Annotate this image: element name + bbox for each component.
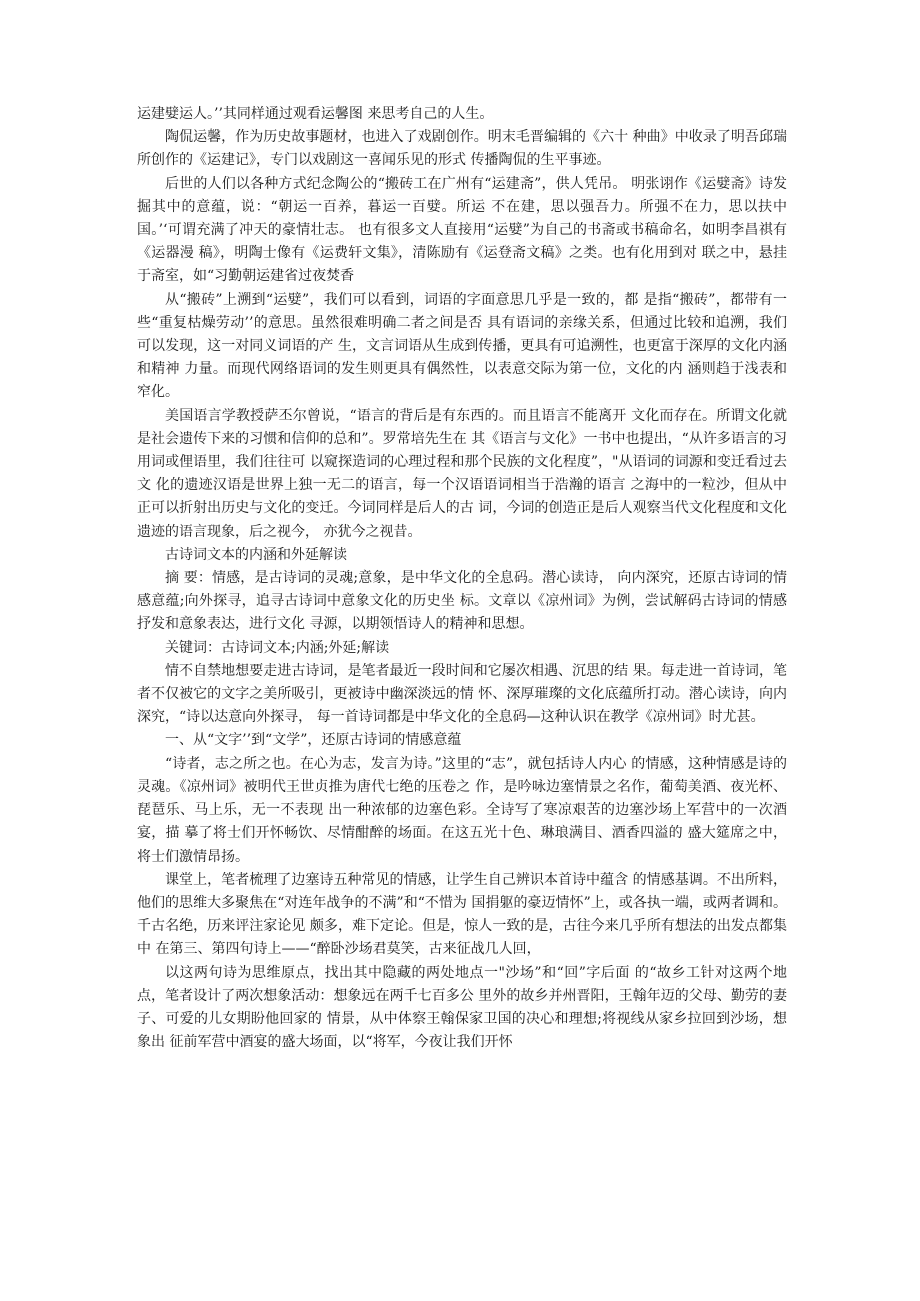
- section-heading-1: 一、从“文字’’到“文学”，还原古诗词的情感意蕴: [165, 732, 462, 749]
- article-title: 古诗词文本的内涵和外延解读: [165, 546, 347, 563]
- paragraph-5: 美国语言学教授萨丕尔曾说，“语言的背后是有东西的。而且语言不能离开 文化而存在。所谓文化就是社会遗传下来的习惯和信仰的总和”。罗常培先生在 其《语言与文化》一书中也提出，“从许多语言的习用词或俚语里，我们往往可 以窥探造词的心理过程和那个民族的文化程度”，"从语词的词源和变迁看过去文 化的遗迹汉语是世界上独一无二的语言，每一个汉语语词相当于浩瀚的语言 之海中的一粒沙，但从中正可以折射出历史与文化的变迁。今词同样是后人的古 词，今词的创造正是后人观察当代文化程度和文化遗迹的语言现象，后之视今， 亦犹今之视昔。: [137, 407, 787, 540]
- paragraph-section-1a: “诗者，志之所之也。在心为志，发言为诗。”这里的“志”，就包括诗人内心 的情感，这种情感是诗的灵魂。《凉州词》被明代王世贞推为唐代七绝的压卷之 作，是吟咏边塞情景之名作，葡萄美酒、夜光杯、琵琶乐、马上乐，无一不表现 出一种浓郁的边塞色彩。全诗写了寒凉艰苦的边塞沙场上军营中的一次酒宴，描 摹了将士们开怀畅饮、尽情酣醉的场面。在这五光十色、琳琅满目、酒香四溢的 盛大筵席之中，将士们激情昂扬。: [137, 755, 787, 865]
- paragraph-section-1b: 课堂上，笔者梳理了边塞诗五种常见的情感，让学生自己辨识本首诗中蕴含 的情感基调。不出所料，他们的思维大多聚焦在“对连年战争的不满”和“不惜为 国捐躯的豪迈情怀”上，或各执一端，或两者调和。千古名绝，历来评注家论见 颇多，难下定论。但是，惊人一致的是，古往今来几乎所有想法的出发点都集中 在第三、第四句诗上——“醉卧沙场君莫笑，古来征战几人回，: [137, 871, 787, 958]
- keywords: 关键词：古诗词文本;内涵;外延;解读: [165, 639, 390, 656]
- document-page: [137, 103, 787, 1054]
- abstract: 摘 要：情感，是古诗词的灵魂;意象，是中华文化的全息码。潜心读诗， 向内深究，还原古诗词的情感意蕴;向外探寻，追寻古诗词中意象文化的历史坐 标。文章以《凉州词》为例，尝试解码古诗词的情感抒发和意象表达，进行文化 寻源，以期领悟诗人的精神和思想。: [137, 570, 787, 633]
- paragraph-section-1c: 以这两句诗为思维原点，找出其中隐藏的两处地点一"沙场”和“回”字后面 的“故乡工针对这两个地点，笔者设计了两次想象活动：想象远在两千七百多公 里外的故乡并州晋阳，王翰年迈的父母、勤劳的妻子、可爱的儿女期盼他回家的 情景，从中体察王翰保家卫国的决心和理想;将视线从家乡拉回到沙场，想象出 征前军营中酒宴的盛大场面，以“将军，今夜让我们开怀: [137, 964, 787, 1051]
- paragraph-3: 后世的人们以各种方式纪念陶公的“搬砖工在广州有“运建斋”，供人凭吊。 明张诩作《运嬖斋》诗发掘其中的意蕴，说：“朝运一百养，暮运一百嬖。所运 不在建，思以强吾力。所强不在力，思以扶中国。’‘可谓充满了冲天的豪情壮志。 也有很多文人直接用“运嬖”为自己的书斋或书稿命名，如明李昌祺有《运器漫 稿》，明陶士像有《运费轩文集》，清陈励有《运登斋文稿》之类。也有化用到对 联之中，悬挂于斋室，如“习勤朝运建省过夜焚香: [137, 175, 787, 285]
- paragraph-4: 从“搬砖”上溯到“运嬖”，我们可以看到，词语的字面意思几乎是一致的，都 是指“搬砖”，都带有一些“重复枯燥劳动’’的意思。虽然很难明确二者之间是否 具有语词的亲缘关系，但通过比较和追溯，我们可以发现，这一对同义词语的产 生，文言词语从生成到传播，更具有可追溯性，也更富于深厚的文化内涵和精神 力量。而现代网络语词的发生则更具有偶然性，以表意交际为第一位，文化的内 涵则趋于浅表和窄化。: [137, 291, 787, 401]
- paragraph-2: 陶侃运馨，作为历史故事题材，也进入了戏剧创作。明末毛晋编辑的《六十 种曲》中收录了明吾邱瑞所创作的《运建记》，专门以戏剧这一喜闻乐见的形式 传播陶侃的生平事迹。: [137, 129, 787, 169]
- paragraph-1: 运建嬖运人。’’其同样通过观看运馨图 来思考自己的人生。: [137, 106, 494, 122]
- paragraph-intro: 情不自禁地想要走进古诗词，是笔者最近一段时间和它屡次相遇、沉思的结 果。每走进一首诗词，笔者不仅被它的文字之美所吸引，更被诗中幽深淡远的情 怀、深厚璀璨的文化底蕴所打动。潜心读诗，向内深究，“诗以达意向外探寻， 每一首诗词都是中华文化的全息码—这种认识在教学《凉州词》时尤甚。: [137, 662, 787, 726]
